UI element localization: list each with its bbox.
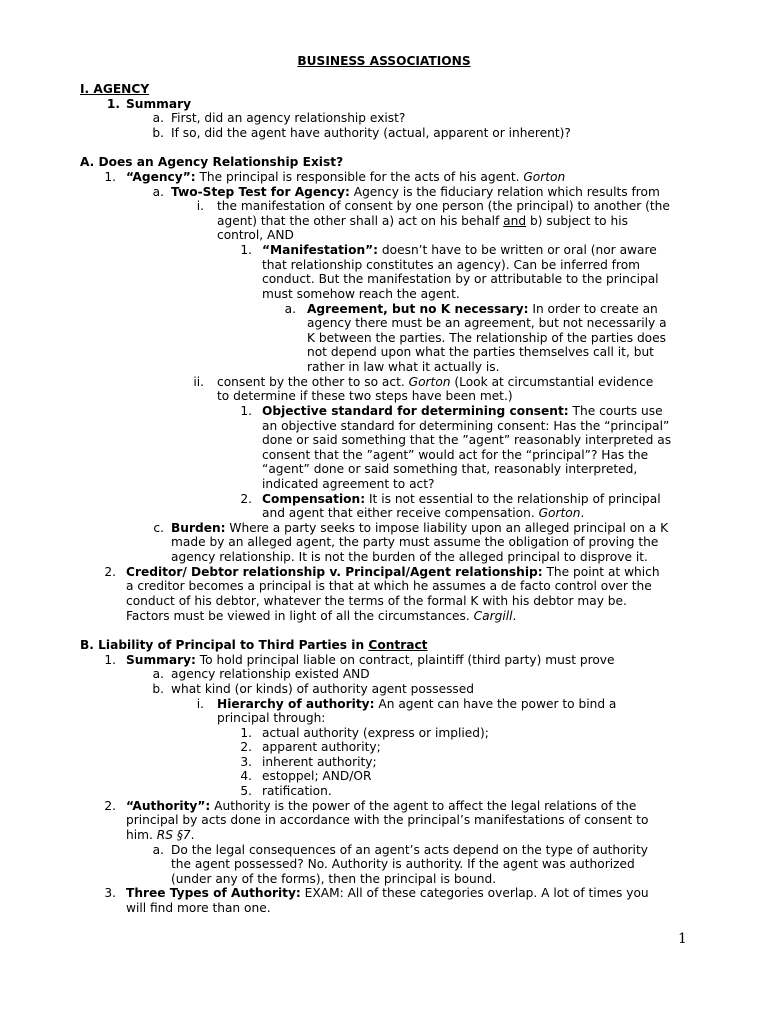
- text: To hold principal liable on contract, plaintiff (third party) must prove: [195, 653, 615, 667]
- list-item-text: inherent authority;: [262, 755, 377, 769]
- paragraph-line: (under any of the forms), then the principal is bound.: [171, 872, 497, 886]
- text: Factors must be viewed in light of all the circumstances.: [126, 609, 474, 623]
- paragraph-line: must somehow reach the agent.: [262, 287, 460, 301]
- paragraph-line: rather in law what it actually is.: [307, 360, 500, 374]
- paragraph-line: [126, 170, 565, 185]
- text: consent by the other to so act.: [217, 375, 409, 389]
- paragraph-line: conduct of his debtor, whatever the terms of the formal K with his debtor may be.: [126, 594, 627, 608]
- text: In order to create an: [528, 302, 658, 316]
- paragraph-line: K between the parties. The relationship of the parties does: [307, 331, 666, 345]
- list-marker: c.: [153, 521, 164, 535]
- list-marker: a.: [152, 843, 164, 857]
- paragraph-line: [126, 886, 649, 901]
- list-item-text: actual authority (express or implied);: [262, 726, 489, 740]
- paragraph-line: not depend upon what the parties themselves call it, but: [307, 345, 654, 359]
- list-item-text: First, did an agency relationship exist?: [171, 111, 406, 125]
- term: Three Types of Authority:: [126, 886, 301, 900]
- paragraph-line: done or said something that the ”agent” reasonably interpreted as: [262, 433, 672, 447]
- paragraph-line: a creditor becomes a principal is that at which he assumes a de facto control over the: [126, 579, 652, 593]
- text: It is not essential to the relationship of principal: [365, 492, 661, 506]
- term: “Authority”:: [126, 799, 211, 813]
- paragraph-line: indicated agreement to act?: [262, 477, 435, 491]
- text: Authority is the power of the agent to affect the legal relations of the: [210, 799, 637, 813]
- paragraph-line: [126, 799, 636, 814]
- underlined-text: Contract: [368, 638, 428, 652]
- list-marker: 2.: [240, 740, 252, 754]
- list-marker: 3.: [240, 755, 252, 769]
- list-marker: 2.: [240, 492, 252, 506]
- section-heading-a: A. Does an Agency Relationship Exist?: [80, 155, 344, 169]
- paragraph-line: [126, 609, 516, 624]
- term: Agreement, but no K necessary:: [307, 302, 529, 316]
- list-marker: ii.: [193, 375, 204, 389]
- paragraph-line: that relationship constitutes an agency). Can be inferred from: [262, 258, 641, 272]
- paragraph-line: an objective standard for determining consent: Has the “principal”: [262, 419, 670, 433]
- document-title: BUSINESS ASSOCIATIONS: [297, 54, 471, 68]
- list-marker: a.: [152, 111, 164, 125]
- list-marker: a.: [152, 667, 164, 681]
- paragraph-line: [307, 302, 658, 317]
- text: Where a party seeks to impose liability upon an alleged principal on a K: [225, 521, 669, 535]
- text: .: [580, 506, 585, 520]
- list-marker: a.: [152, 185, 164, 199]
- list-marker: b.: [152, 126, 164, 140]
- list-item-text: If so, did the agent have authority (actual, apparent or inherent)?: [171, 126, 571, 140]
- text: The principal is responsible for the acts of his agent.: [195, 170, 524, 184]
- list-item-text: ratification.: [262, 784, 332, 798]
- list-marker: 4.: [240, 769, 252, 783]
- text: Agency is the fiduciary relation which results from: [349, 185, 660, 199]
- paragraph-line: [262, 506, 584, 521]
- text: agent) that the other shall a) act on his behalf: [217, 214, 504, 228]
- list-marker: 5.: [240, 784, 252, 798]
- list-marker: i.: [196, 697, 204, 711]
- text: (Look at circumstantial evidence: [450, 375, 654, 389]
- paragraph-line: consent that the ”agent” would act for the “principal”? Has the: [262, 448, 649, 462]
- paragraph-line: the manifestation of consent by one person (the principal) to another (the: [217, 199, 670, 213]
- list-marker: 1.: [240, 243, 252, 257]
- paragraph-line: made by an alleged agent, the party must assume the obligation of proving the: [171, 535, 659, 549]
- text: An agent can have the power to bind a: [374, 697, 617, 711]
- paragraph-line: [126, 565, 660, 580]
- paragraph-line: [171, 521, 668, 536]
- paragraph-line: [262, 404, 663, 419]
- term: Two-Step Test for Agency:: [171, 185, 350, 199]
- paragraph-line: agency there must be an agreement, but not necessarily a: [307, 316, 667, 330]
- list-marker: a.: [284, 302, 296, 316]
- list-marker: b.: [152, 682, 164, 696]
- case-cite: Gorton: [408, 375, 451, 389]
- list-marker: 1.: [240, 726, 252, 740]
- page-number: 1: [678, 931, 687, 947]
- list-marker: 1.: [104, 653, 116, 667]
- text: .: [512, 609, 517, 623]
- paragraph-line: agency relationship. It is not the burden of the alleged principal to disprove it.: [171, 550, 648, 564]
- paragraph-line: Do the legal consequences of an agent’s acts depend on the type of authority: [171, 843, 648, 857]
- paragraph-line: [217, 375, 653, 390]
- paragraph-line: control, AND: [217, 228, 294, 242]
- list-marker: 1.: [104, 170, 116, 184]
- text: The courts use: [568, 404, 663, 418]
- term: Creditor/ Debtor relationship v. Principal/Agent relationship:: [126, 565, 543, 579]
- paragraph-line: [217, 697, 616, 712]
- list-marker: i.: [196, 199, 204, 213]
- paragraph-line: [262, 492, 661, 507]
- list-marker: 2.: [104, 565, 116, 579]
- term: Objective standard for determining consent:: [262, 404, 569, 418]
- term: Summary:: [126, 653, 196, 667]
- paragraph-line: “agent” done or said something that, reasonably interpreted,: [262, 462, 638, 476]
- underlined-text: and: [503, 214, 527, 228]
- text: and agent that either receive compensation.: [262, 506, 539, 520]
- text: doesn’t have to be written or oral (nor aware: [378, 243, 657, 257]
- list-item-text: what kind (or kinds) of authority agent possessed: [171, 682, 475, 696]
- case-cite: Gorton: [538, 506, 581, 520]
- term: Burden:: [171, 521, 226, 535]
- term: Compensation:: [262, 492, 366, 506]
- statute-cite: RS §7: [156, 828, 191, 842]
- text: b) subject to his: [526, 214, 628, 228]
- summary-label: Summary: [126, 97, 192, 111]
- paragraph-line: the agent possessed? No. Authority is authority. If the agent was authorized: [171, 857, 635, 871]
- paragraph-line: conduct. But the manifestation by or attributable to the principal: [262, 272, 659, 286]
- paragraph-line: [262, 243, 657, 258]
- list-marker: 1.: [240, 404, 252, 418]
- text: B. Liability of Principal to Third Parties in: [80, 638, 369, 652]
- list-marker: 3.: [104, 886, 116, 900]
- paragraph-line: [171, 185, 660, 200]
- paragraph-line: [126, 653, 615, 668]
- list-marker: 2.: [104, 799, 116, 813]
- text: him.: [126, 828, 157, 842]
- text: EXAM: All of these categories overlap. A lot of times you: [300, 886, 649, 900]
- paragraph-line: principal through:: [217, 711, 326, 725]
- list-item-text: estoppel; AND/OR: [262, 769, 372, 783]
- section-heading-agency: I. AGENCY: [80, 82, 150, 96]
- case-cite: Gorton: [523, 170, 566, 184]
- term: “Manifestation”:: [262, 243, 379, 257]
- paragraph-line: principal by acts done in accordance with the principal’s manifestations of consent to: [126, 813, 649, 827]
- list-item-text: agency relationship existed AND: [171, 667, 370, 681]
- paragraph-line: to determine if these two steps have been met.): [217, 389, 513, 403]
- text: .: [190, 828, 195, 842]
- list-item-text: apparent authority;: [262, 740, 381, 754]
- term: Hierarchy of authority:: [217, 697, 375, 711]
- section-heading-b: [80, 638, 428, 653]
- paragraph-line: will find more than one.: [126, 901, 271, 915]
- paragraph-line: [217, 214, 628, 229]
- case-cite: Cargill: [473, 609, 513, 623]
- list-marker: 1.: [106, 97, 120, 111]
- text: The point at which: [542, 565, 660, 579]
- term: “Agency”:: [126, 170, 196, 184]
- paragraph-line: [126, 828, 195, 843]
